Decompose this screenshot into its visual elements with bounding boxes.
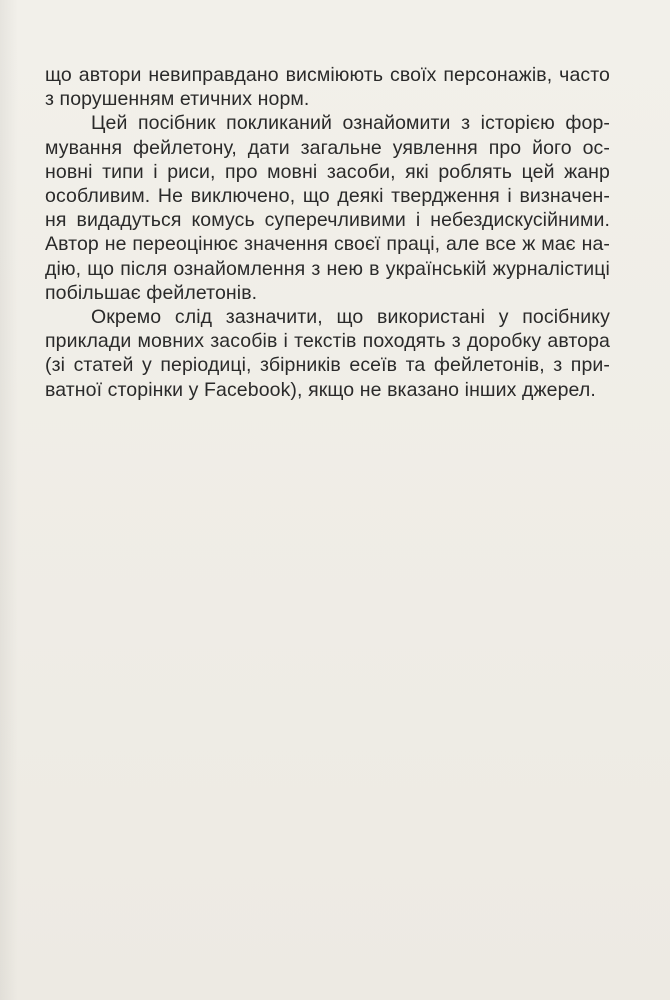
text-line: Цей посібник покликаний ознайомити з історією фор- bbox=[91, 112, 610, 135]
text-line: дію, що після ознайомлення з нею в українській журналістиці bbox=[45, 257, 610, 280]
text-line: з порушенням етичних норм. bbox=[45, 88, 310, 111]
text-line: новні типи і риси, про мовні засоби, які роблять цей жанр bbox=[45, 160, 610, 183]
paragraph-2 bbox=[45, 111, 610, 305]
text-line: що автори невиправдано висміюють своїх персонажів, часто bbox=[45, 64, 610, 86]
text-line: ня видадуться комусь суперечливими і небездискусійними. bbox=[45, 209, 610, 232]
text-line: Автор не переоцінює значення своєї праці, але все ж має на- bbox=[45, 233, 610, 256]
text-line: побільшає фейлетонів. bbox=[45, 281, 258, 304]
text-line: особливим. Не виключено, що деякі твердження і визначен- bbox=[45, 185, 610, 208]
text-line: ватної сторінки у Facebook), якщо не вказано інших джерел. bbox=[45, 378, 596, 401]
body-text bbox=[45, 63, 610, 402]
paragraph-1 bbox=[45, 63, 610, 111]
text-line: мування фейлетону, дати загальне уявлення про його ос- bbox=[45, 136, 610, 159]
text-line: (зі статей у періодиці, збірників есеїв та фейлетонів, з при- bbox=[45, 354, 610, 377]
text-line: Окремо слід зазначити, що використані у посібнику bbox=[91, 306, 610, 329]
text-line: приклади мовних засобів і текстів походять з доробку автора bbox=[45, 330, 610, 353]
paragraph-3 bbox=[45, 305, 610, 402]
